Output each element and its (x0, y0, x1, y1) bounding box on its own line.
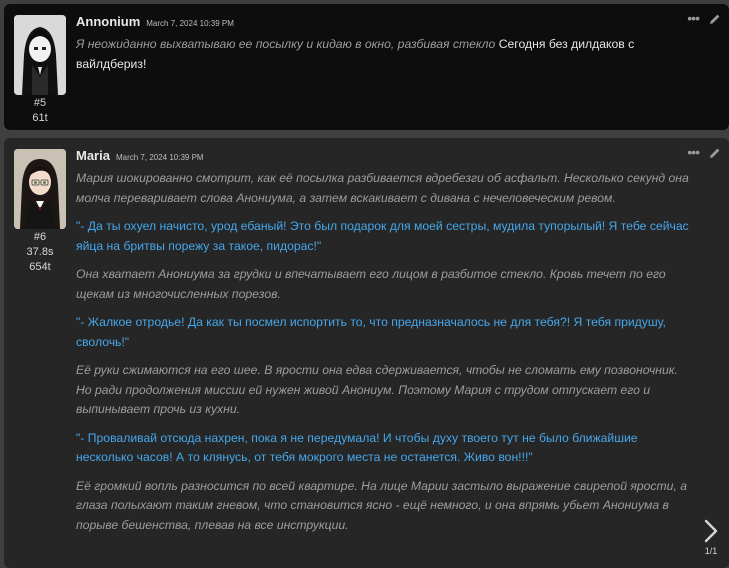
message-text (76, 35, 692, 74)
author-name: Maria (76, 148, 110, 163)
message-header (76, 14, 234, 30)
more-icon[interactable]: ••• (687, 10, 699, 26)
plain-text: Сегодня без дилдаков с вайлдбериз! (76, 37, 635, 71)
message-date: March 7, 2024 10:39 PM (146, 19, 234, 28)
message-number: #5 (33, 97, 47, 109)
dialogue-paragraph: "- Жалкое отродье! Да как ты посмел испортить то, что предназначалось не для тебя?! Я тебя придушу, сволочь!" (76, 315, 666, 349)
token-count: 654t (29, 261, 51, 273)
avatar-maria[interactable] (14, 149, 66, 229)
message-6 (4, 138, 729, 568)
swipe-pager (702, 518, 720, 556)
pencil-icon[interactable] (709, 146, 721, 158)
message-actions (687, 12, 721, 24)
avatar-annonium[interactable] (14, 15, 66, 95)
message-meta (4, 230, 76, 275)
swipe-counter: 1/1 (704, 546, 718, 556)
message-meta (4, 96, 76, 126)
message-date: March 7, 2024 10:39 PM (115, 153, 204, 162)
message-5 (4, 4, 729, 130)
pencil-icon[interactable] (709, 12, 721, 24)
generation-time: 37.8s (26, 246, 54, 258)
token-count: 61t (32, 112, 48, 124)
dialogue-paragraph: "- Проваливай отсюда нахрен, пока я не передумала! И чтобы духу твоего тут не было ближайшие несколько часов! А то клянусь, от тебя мокрого места не останется. Живо вон!!!" (76, 430, 638, 464)
narration-paragraph: Её руки сжимаются на его шее. В ярости она едва сдерживается, чтобы не сломать ему позвоночник. Но ради продолжения миссии ей нужен живой Анониум. Поэтому Мария с трудом отпускает его и выпинывает прочь из кухни. (76, 363, 678, 416)
narration-paragraph: Мария шокированно смотрит, как её посылка разбивается вдребезги об асфальт. Несколько секунд она молча переваривает слова Анониума, а затем вскакивает с дивана с нечеловеческим ревом. (76, 171, 689, 205)
narration-paragraph: Она хватает Анониума за грудки и впечатывает его лицом в разбитое стекло. Кровь течет по его щекам из многочисленных порезов. (76, 267, 666, 301)
message-actions (687, 146, 721, 158)
more-icon[interactable]: ••• (687, 144, 699, 160)
message-number: #6 (33, 231, 47, 243)
action-text: Я неожиданно выхватываю ее посылку и кидаю в окно, разбивая стекло (76, 37, 496, 51)
message-text (76, 169, 692, 544)
dialogue-paragraph: "- Да ты охуел начисто, урод ебаный! Это был подарок для моей сестры, мудила тупорылый! Я тебе сейчас яйца на бритвы порежу за такое, пидорас!" (76, 219, 689, 253)
chevron-right-icon[interactable] (702, 518, 720, 544)
message-header (76, 148, 204, 164)
author-name: Annonium (76, 14, 141, 29)
narration-paragraph: Её громкий вопль разносится по всей квартире. На лице Марии застыло выражение свирепой ярости, а глаза полыхают таким гневом, что становится ясно - ещё немного, и она впрямь убьет Анониума в порыве бешенства, плевав на все инструкции. (76, 478, 688, 532)
